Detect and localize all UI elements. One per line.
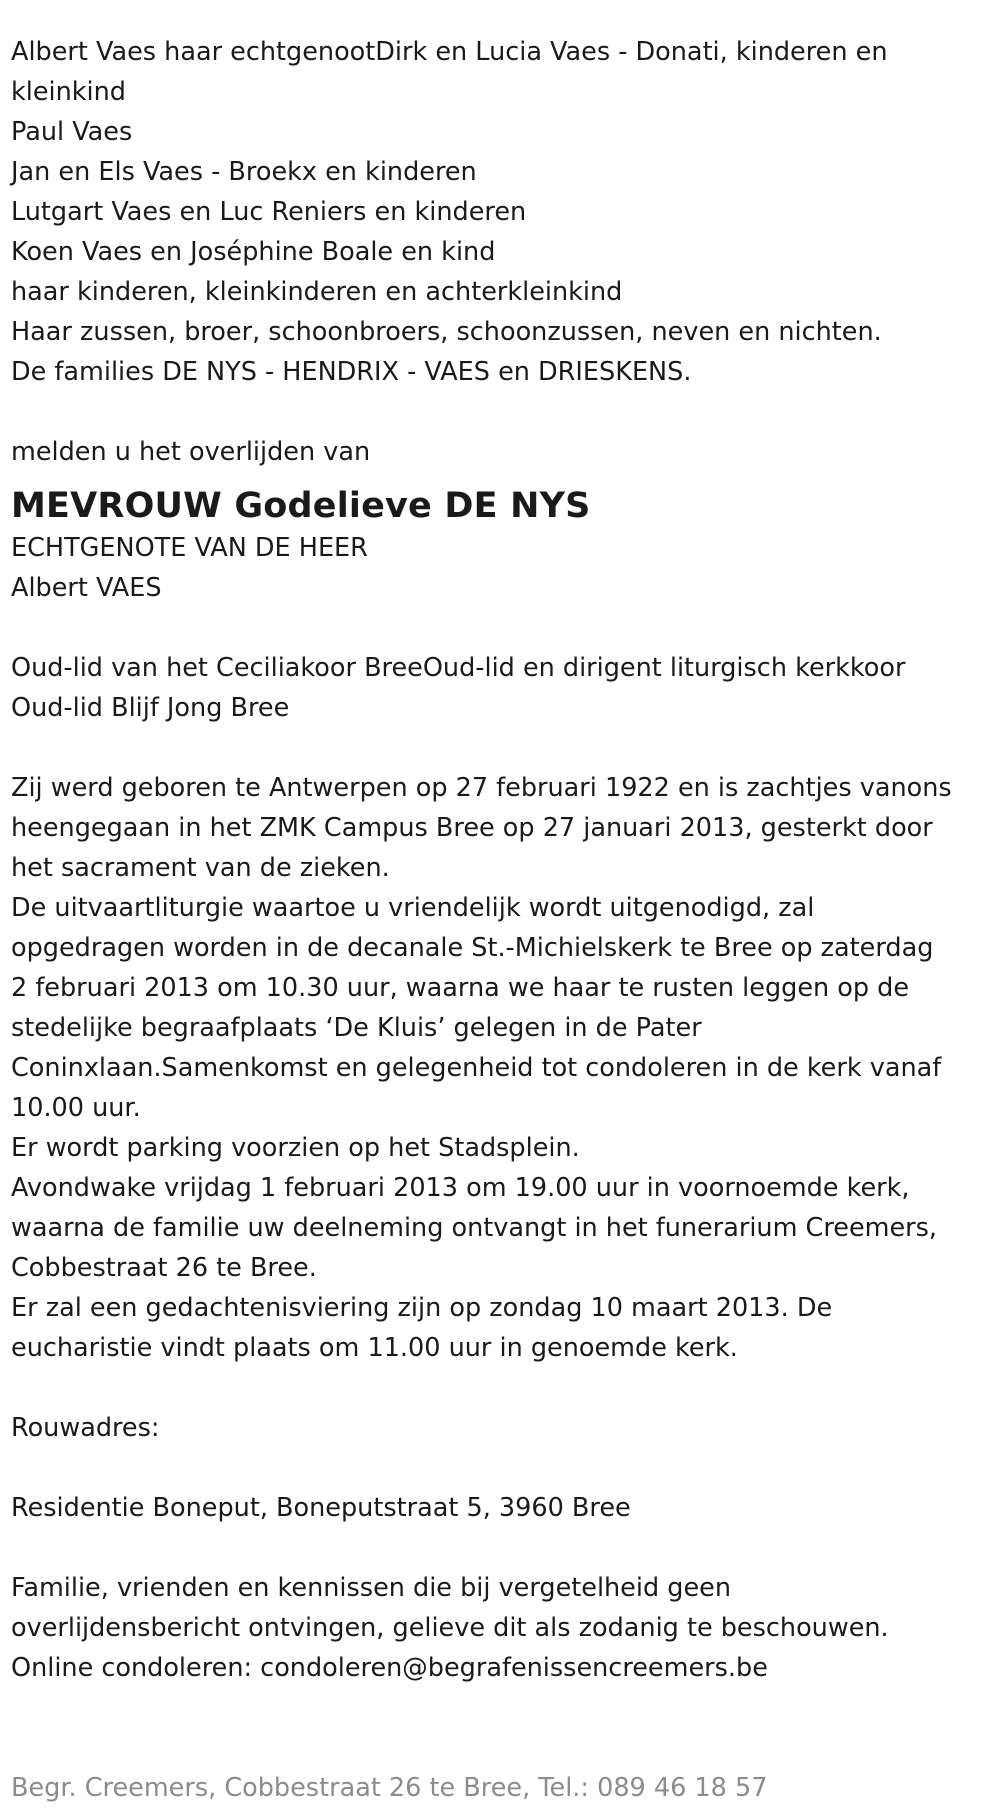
details-line: De uitvaartliturgie waartoe u vriendelijk wordt uitgenodigd, zal [11, 893, 815, 923]
deceased-name-heading: MEVROUW Godelieve DE NYS [11, 486, 591, 526]
mourning-address-label: Rouwadres: [11, 1413, 160, 1443]
announcement-text: melden u het overlijden van [11, 437, 371, 467]
family-line: Haar zussen, broer, schoonbroers, schoonzussen, neven en nichten. [11, 317, 882, 347]
details-line: Er wordt parking voorzien op het Stadsplein. [11, 1133, 580, 1163]
closing-notice [11, 1568, 996, 1688]
details-line: Coninxlaan.Samenkomst en gelegenheid tot condoleren in de kerk vanaf [11, 1053, 942, 1083]
obituary-document [11, 32, 996, 1688]
family-line: Jan en Els Vaes - Broekx en kinderen [11, 157, 477, 187]
membership-line: Oud-lid Blijf Jong Bree [11, 693, 290, 723]
details-line: eucharistie vindt plaats om 11.00 uur in genoemde kerk. [11, 1333, 738, 1363]
details-line: opgedragen worden in de decanale St.-Michielskerk te Bree op zaterdag [11, 933, 934, 963]
details-line: 2 februari 2013 om 10.30 uur, waarna we haar te rusten leggen op de [11, 973, 910, 1003]
closing-line: Familie, vrienden en kennissen die bij vergetelheid geen [11, 1573, 731, 1603]
family-line: Paul Vaes [11, 117, 133, 147]
details-line: Avondwake vrijdag 1 februari 2013 om 19.00 uur in voornoemde kerk, [11, 1173, 910, 1203]
details-line: stedelijke begraafplaats ‘De Kluis’ gelegen in de Pater [11, 1013, 702, 1043]
family-line: haar kinderen, kleinkinderen en achterkleinkind [11, 277, 623, 307]
family-line: Koen Vaes en Joséphine Boale en kind [11, 237, 496, 267]
details-line: Er zal een gedachtenisviering zijn op zondag 10 maart 2013. De [11, 1293, 833, 1323]
family-line: kleinkind [11, 77, 126, 107]
online-condolence-line: Online condoleren: condoleren@begrafenissencreemers.be [11, 1653, 768, 1683]
spouse-name: Albert VAES [11, 573, 162, 603]
details-line: het sacrament van de zieken. [11, 853, 390, 883]
spouse-title: ECHTGENOTE VAN DE HEER [11, 533, 368, 563]
details-line: waarna de familie uw deelneming ontvangt in het funerarium Creemers, [11, 1213, 938, 1243]
details-line: Cobbestraat 26 te Bree. [11, 1253, 317, 1283]
details-line: heengegaan in het ZMK Campus Bree op 27 januari 2013, gesterkt door [11, 813, 933, 843]
membership-line: Oud-lid van het Ceciliakoor BreeOud-lid en dirigent liturgisch kerkkoor [11, 653, 906, 683]
details-line: 10.00 uur. [11, 1093, 141, 1123]
closing-line: overlijdensbericht ontvingen, gelieve dit als zodanig te beschouwen. [11, 1613, 889, 1643]
funeral-home-footer: Begr. Creemers, Cobbestraat 26 te Bree, Tel.: 089 46 18 57 [11, 1773, 768, 1803]
funeral-details [11, 768, 996, 1368]
family-line: Albert Vaes haar echtgenootDirk en Lucia Vaes - Donati, kinderen en [11, 37, 888, 67]
details-line: Zij werd geboren te Antwerpen op 27 februari 1922 en is zachtjes vanons [11, 773, 952, 803]
family-line: Lutgart Vaes en Luc Reniers en kinderen [11, 197, 527, 227]
family-list [11, 32, 996, 392]
family-line: De families DE NYS - HENDRIX - VAES en DRIESKENS. [11, 357, 692, 387]
mourning-address: Residentie Boneput, Boneputstraat 5, 3960 Bree [11, 1493, 631, 1523]
memberships [11, 648, 996, 728]
